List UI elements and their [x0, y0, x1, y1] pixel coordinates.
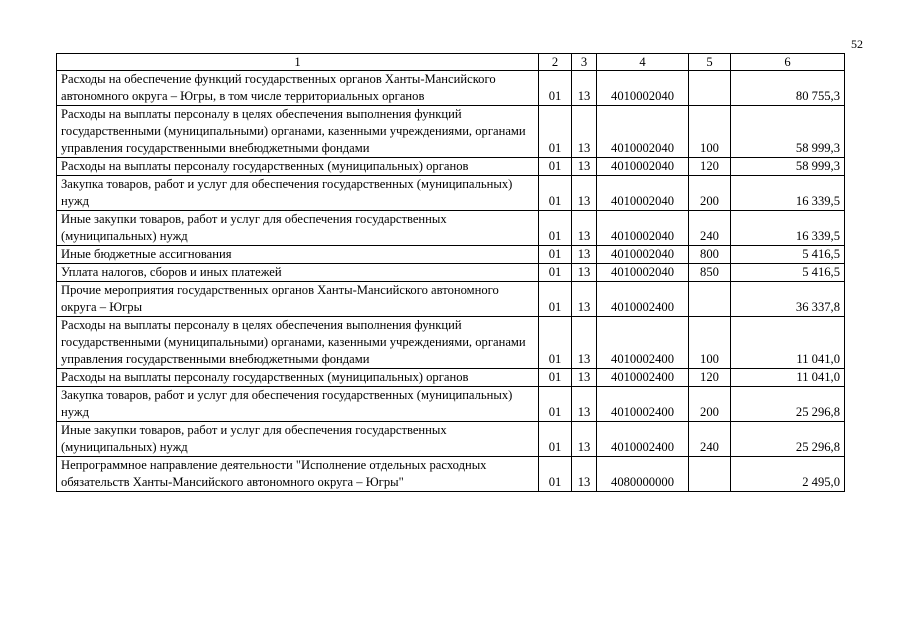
amount-cell: 11 041,0	[731, 317, 845, 369]
row-name-cell: Расходы на выплаты персоналу в целях обеспечения выполнения функций государственными (муниципальными) органами, казенными учреждениями, органами управления государственными внебюджетными фондами	[57, 106, 539, 158]
table-row	[57, 106, 845, 158]
row-name-cell: Прочие мероприятия государственных органов Ханты-Мансийского автономного округа – Югры	[57, 282, 539, 317]
header-col-1: 1	[57, 54, 539, 71]
row-name-cell: Непрограммное направление деятельности "Исполнение отдельных расходных обязательств Ханты-Мансийского автономного округа – Югры"	[57, 457, 539, 492]
expense-type-cell: 240	[689, 211, 731, 246]
target-article-cell: 4010002040	[597, 71, 689, 106]
expense-type-cell	[689, 457, 731, 492]
expense-type-cell	[689, 282, 731, 317]
row-name-cell: Расходы на выплаты персоналу в целях обеспечения выполнения функций государственными (муниципальными) органами, казенными учреждениями, органами управления государственными внебюджетными фондами	[57, 317, 539, 369]
expense-type-cell: 100	[689, 106, 731, 158]
table-row	[57, 282, 845, 317]
row-name-cell: Закупка товаров, работ и услуг для обеспечения государственных (муниципальных) нужд	[57, 387, 539, 422]
target-article-cell: 4010002040	[597, 158, 689, 176]
table-row	[57, 246, 845, 264]
target-article-cell: 4010002400	[597, 317, 689, 369]
target-article-cell: 4010002040	[597, 106, 689, 158]
table-row	[57, 317, 845, 369]
section-cell: 01	[539, 71, 572, 106]
amount-cell: 11 041,0	[731, 369, 845, 387]
table-row	[57, 422, 845, 457]
target-article-cell: 4080000000	[597, 457, 689, 492]
header-col-6: 6	[731, 54, 845, 71]
row-name-cell: Иные закупки товаров, работ и услуг для обеспечения государственных (муниципальных) нужд	[57, 422, 539, 457]
amount-cell: 58 999,3	[731, 158, 845, 176]
subsection-cell: 13	[572, 246, 597, 264]
target-article-cell: 4010002400	[597, 282, 689, 317]
amount-cell: 16 339,5	[731, 211, 845, 246]
table-row	[57, 457, 845, 492]
target-article-cell: 4010002040	[597, 264, 689, 282]
target-article-cell: 4010002400	[597, 387, 689, 422]
page-number: 52	[851, 37, 863, 51]
table-row	[57, 176, 845, 211]
row-name-cell: Закупка товаров, работ и услуг для обеспечения государственных (муниципальных) нужд	[57, 176, 539, 211]
expense-type-cell	[689, 71, 731, 106]
row-name-cell: Иные закупки товаров, работ и услуг для обеспечения государственных (муниципальных) нужд	[57, 211, 539, 246]
amount-cell: 5 416,5	[731, 264, 845, 282]
amount-cell: 25 296,8	[731, 387, 845, 422]
expense-type-cell: 120	[689, 158, 731, 176]
header-col-4: 4	[597, 54, 689, 71]
table-row	[57, 71, 845, 106]
section-cell: 01	[539, 246, 572, 264]
expense-type-cell: 200	[689, 387, 731, 422]
header-col-3: 3	[572, 54, 597, 71]
section-cell: 01	[539, 264, 572, 282]
expense-type-cell: 800	[689, 246, 731, 264]
section-cell: 01	[539, 176, 572, 211]
amount-cell: 2 495,0	[731, 457, 845, 492]
header-col-2: 2	[539, 54, 572, 71]
expense-type-cell: 100	[689, 317, 731, 369]
section-cell: 01	[539, 387, 572, 422]
table-row	[57, 387, 845, 422]
amount-cell: 5 416,5	[731, 246, 845, 264]
target-article-cell: 4010002040	[597, 176, 689, 211]
amount-cell: 16 339,5	[731, 176, 845, 211]
subsection-cell: 13	[572, 211, 597, 246]
table-row	[57, 158, 845, 176]
row-name-cell: Иные бюджетные ассигнования	[57, 246, 539, 264]
table-row	[57, 369, 845, 387]
section-cell: 01	[539, 282, 572, 317]
row-name-cell: Расходы на обеспечение функций государственных органов Ханты-Мансийского автономного округа – Югры, в том числе территориальных органов	[57, 71, 539, 106]
section-cell: 01	[539, 106, 572, 158]
subsection-cell: 13	[572, 457, 597, 492]
section-cell: 01	[539, 457, 572, 492]
subsection-cell: 13	[572, 282, 597, 317]
target-article-cell: 4010002040	[597, 211, 689, 246]
target-article-cell: 4010002400	[597, 369, 689, 387]
section-cell: 01	[539, 422, 572, 457]
table-header-row	[57, 54, 845, 71]
table-row	[57, 264, 845, 282]
budget-table	[56, 53, 845, 492]
table-row	[57, 211, 845, 246]
expense-type-cell: 200	[689, 176, 731, 211]
expense-type-cell: 850	[689, 264, 731, 282]
amount-cell: 36 337,8	[731, 282, 845, 317]
expense-type-cell: 120	[689, 369, 731, 387]
section-cell: 01	[539, 158, 572, 176]
amount-cell: 80 755,3	[731, 71, 845, 106]
subsection-cell: 13	[572, 369, 597, 387]
amount-cell: 58 999,3	[731, 106, 845, 158]
subsection-cell: 13	[572, 158, 597, 176]
subsection-cell: 13	[572, 422, 597, 457]
target-article-cell: 4010002400	[597, 422, 689, 457]
row-name-cell: Расходы на выплаты персоналу государственных (муниципальных) органов	[57, 369, 539, 387]
row-name-cell: Уплата налогов, сборов и иных платежей	[57, 264, 539, 282]
row-name-cell: Расходы на выплаты персоналу государственных (муниципальных) органов	[57, 158, 539, 176]
subsection-cell: 13	[572, 264, 597, 282]
subsection-cell: 13	[572, 317, 597, 369]
target-article-cell: 4010002040	[597, 246, 689, 264]
section-cell: 01	[539, 369, 572, 387]
expense-type-cell: 240	[689, 422, 731, 457]
amount-cell: 25 296,8	[731, 422, 845, 457]
subsection-cell: 13	[572, 71, 597, 106]
section-cell: 01	[539, 211, 572, 246]
subsection-cell: 13	[572, 106, 597, 158]
header-col-5: 5	[689, 54, 731, 71]
section-cell: 01	[539, 317, 572, 369]
subsection-cell: 13	[572, 387, 597, 422]
subsection-cell: 13	[572, 176, 597, 211]
